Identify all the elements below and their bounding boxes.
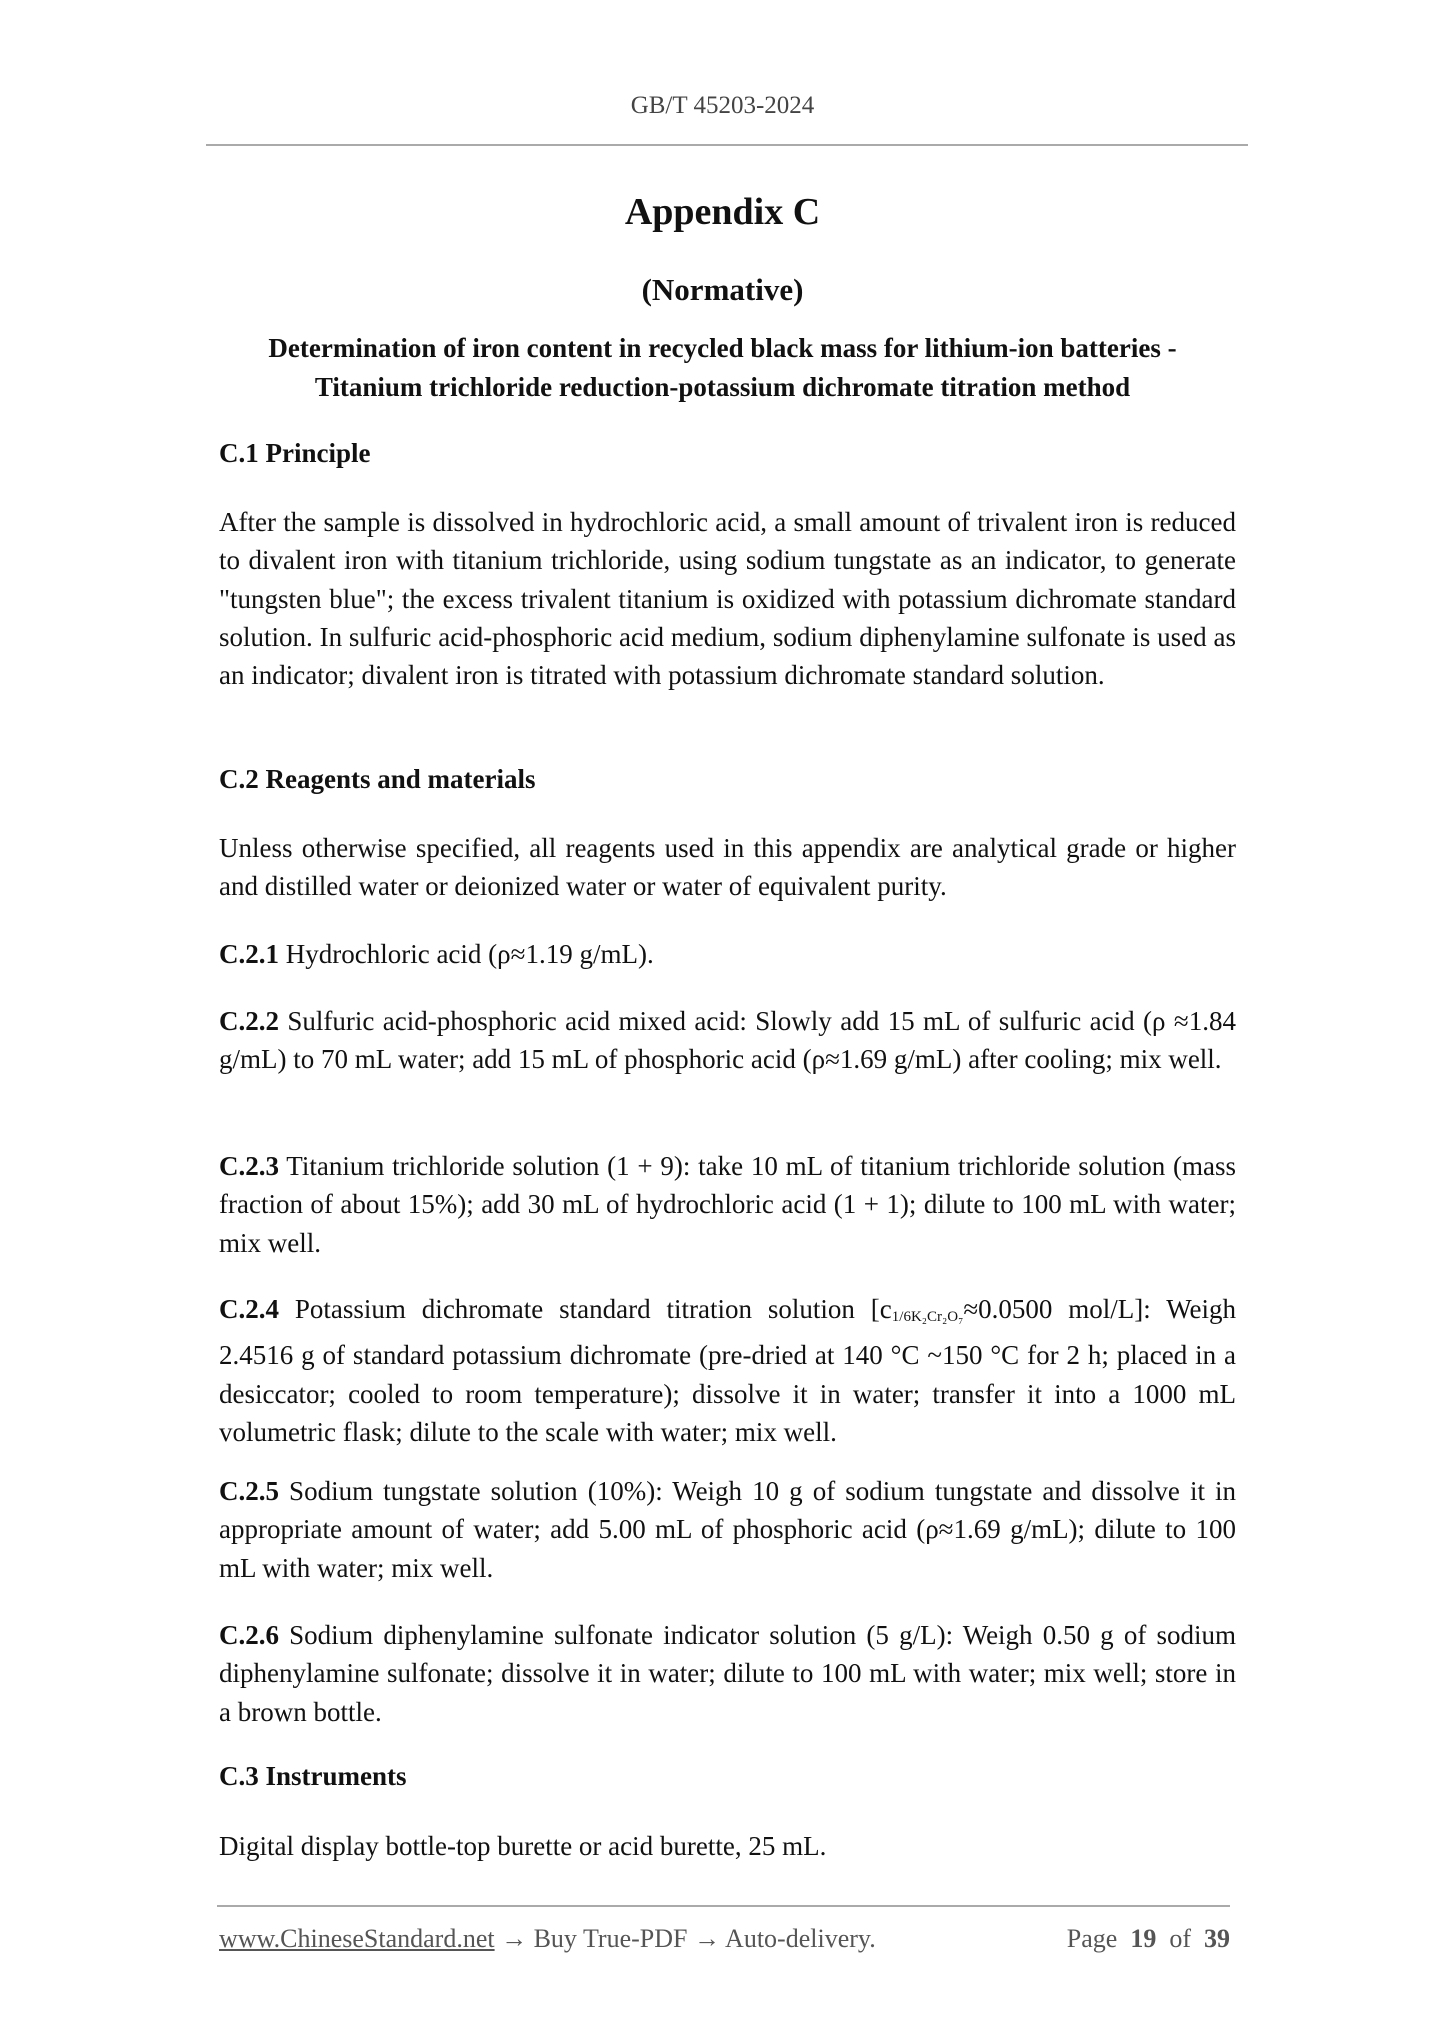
clause-number: C.2.4 [219, 1294, 279, 1324]
clause-text: ≈0.0500 mol/L]: Weigh 2.4516 g of standard potassium dichromate (pre-dried at 140 °C ~150 °C for 2 h; placed in a desiccator; cooled to room temperature); dissolve it in water; transfer it into a 1000 mL volumetric flask; dilute to the scale with water; mix well. [219, 1294, 1236, 1447]
clause-text: Hydrochloric acid (ρ≈1.19 g/mL). [279, 939, 654, 969]
document-header: GB/T 45203-2024 [630, 92, 815, 119]
clause-c25 [219, 1472, 1236, 1587]
appendix-subtitle-line1: Determination of iron content in recycled black mass for lithium-ion batteries - [268, 333, 1177, 363]
section-heading-c3: C.3 Instruments [219, 1761, 407, 1791]
promo-text: → Buy True-PDF → Auto-delivery. [494, 1924, 876, 1953]
total-pages: 39 [1204, 1924, 1230, 1953]
appendix-subtitle-line2: Titanium trichloride reduction-potassium dichromate titration method [314, 372, 1131, 402]
clause-text: Sodium tungstate solution (10%): Weigh 10 g of sodium tungstate and dissolve it in appropriate amount of water; add 5.00 mL of phosphoric acid (ρ≈1.69 g/mL); dilute to 100 mL with water; mix well. [219, 1476, 1236, 1583]
clause-number: C.2.3 [219, 1151, 279, 1181]
clause-c24 [219, 1290, 1236, 1451]
clause-number: C.2.5 [219, 1476, 279, 1506]
concentration-subscript: 1/6K₂Cr₂O₇ [891, 1309, 964, 1325]
clause-number: C.2.2 [219, 1006, 279, 1036]
clause-number: C.2.6 [219, 1620, 279, 1650]
current-page: 19 [1130, 1924, 1157, 1953]
clause-text: Sodium diphenylamine sulfonate indicator solution (5 g/L): Weigh 0.50 g of sodium diphenylamine sulfonate; dissolve it in water; dilute to 100 mL with water; mix well; store in a brown bottle. [219, 1620, 1236, 1727]
clause-c23 [219, 1147, 1236, 1262]
clause-text: Potassium dichromate standard titration solution [c [279, 1294, 892, 1324]
paragraph-c3: Digital display bottle-top burette or acid burette, 25 mL. [219, 1831, 827, 1861]
paragraph-c1: After the sample is dissolved in hydrochloric acid, a small amount of trivalent iron is reduced to divalent iron with titanium trichloride, using sodium tungstate as an indicator, to generate "tungsten blue"; the excess trivalent titanium is oxidized with potassium dichromate standard solution. In sulfuric acid-phosphoric acid medium, sodium diphenylamine sulfonate is used as an indicator; divalent iron is titrated with potassium dichromate standard solution. [219, 507, 1236, 691]
website-link[interactable]: www.ChineseStandard.net [219, 1924, 495, 1953]
clause-number: C.2.1 [219, 939, 279, 969]
page-number [1067, 1924, 1230, 1954]
clause-c22 [219, 1002, 1236, 1079]
header-divider [206, 144, 1248, 146]
page-label: Page [1066, 1924, 1118, 1953]
paragraph-c2: Unless otherwise specified, all reagents used in this appendix are analytical grade or higher and distilled water or deionized water or water of equivalent purity. [219, 833, 1236, 902]
appendix-type: (Normative) [641, 272, 804, 307]
footer-promo [219, 1924, 876, 1954]
of-label: of [1169, 1924, 1191, 1953]
section-heading-c2: C.2 Reagents and materials [219, 764, 536, 794]
section-heading-c1: C.1 Principle [219, 438, 371, 468]
clause-text: Titanium trichloride solution (1 + 9): take 10 mL of titanium trichloride solution (mass fraction of about 15%); add 30 mL of hydrochloric acid (1 + 1); dilute to 100 mL with water; mix well. [219, 1151, 1236, 1258]
clause-text: Sulfuric acid-phosphoric acid mixed acid: Slowly add 15 mL of sulfuric acid (ρ ≈1.84 g/mL) to 70 mL water; add 15 mL of phosphoric acid (ρ≈1.69 g/mL) after cooling; mix well. [219, 1006, 1236, 1075]
appendix-title: Appendix C [624, 191, 821, 233]
clause-c21 [219, 935, 1236, 973]
footer-divider [217, 1905, 1230, 1907]
clause-c26 [219, 1616, 1236, 1731]
